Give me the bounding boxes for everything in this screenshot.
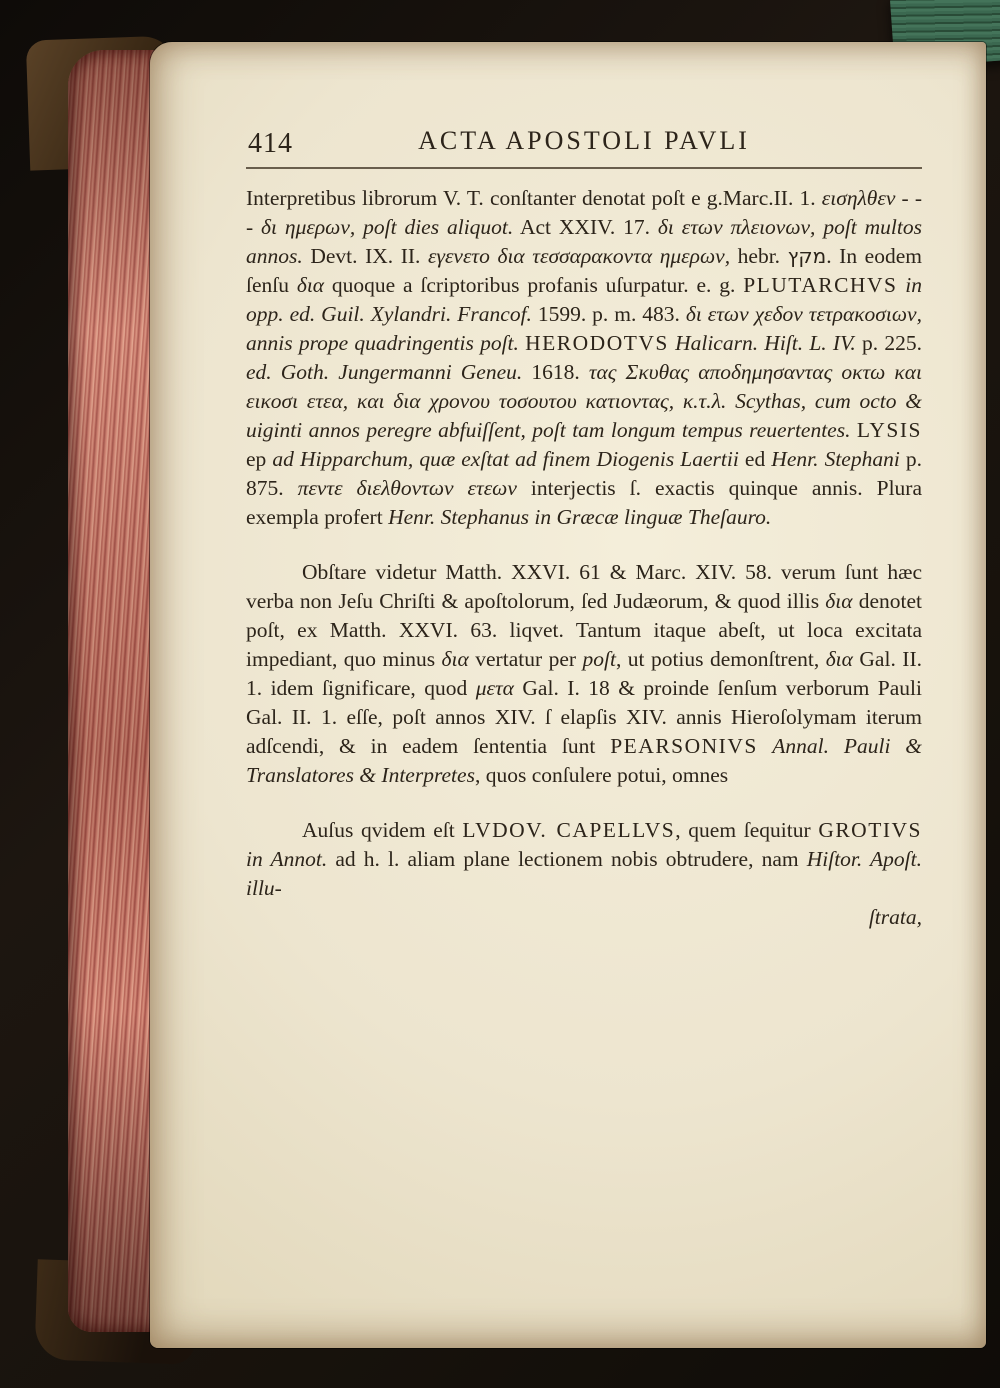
text-segment: δια [825,647,853,672]
text-segment: μετα [475,676,514,701]
text-segment: Obſtare videtur Matth. XXVI. 61 & Marc. XIV. 58. verum ſunt hæc verba non Jeſu Chriſti & apoſtolorum, ſed Judæorum, & quod illis [246,560,922,614]
text-segment: ed [738,447,772,472]
text-segment: . In eodem ſenſu [246,244,922,298]
text-segment: ad h. l. aliam plane lectionem nobis obtrudere, nam [327,847,807,872]
running-title: ACTA APOSTOLI PAVLI [418,126,750,155]
text-segment: 1599. p. m. 483. [531,302,686,327]
text-segment: δι ημερων, [261,215,356,240]
text-segment: p. 225. [855,331,923,356]
text-segment: מקץ [787,244,827,269]
text-segment: Hiſtor. Apoſt. illu- [246,847,922,901]
text-segment: PLUTARCHVS [743,273,898,298]
paragraph [246,184,922,532]
text-segment: , quem ſequitur [675,818,819,843]
text-segment: Henr. Stephani [771,447,900,472]
text-segment: in Annot. [246,847,328,872]
text-segment: τας Σκυθας αποδημησαντας οκτω και εικοσι ετεα, και δια χρονου τοσουτου κατιοντας, κ.τ.λ. [246,360,923,414]
text-segment: Interpretibus librorum V. T. conſtanter denotat poſt e g.Marc.II. 1. [246,186,822,210]
text-segment: Scythas, cum octo & uiginti annos peregre abfuiſſent, poſt tam longum tempus reuertentes. [246,389,922,443]
text-segment: poſt [582,647,616,672]
text-segment: Halicarn. Hiſt. L. IV. [668,331,856,356]
text-segment: Gal. II. 1. idem ſignificare, quod [246,647,922,701]
text-segment: ep [246,447,273,472]
text-segment: Annal. Pauli & Translatores & Interpretes [246,734,922,788]
text-segment: LYSIS [856,418,922,443]
text-segment: GROTIVS [818,818,922,843]
page-text [246,184,922,903]
page-content [246,126,922,932]
text-segment: εισηλθεν [821,186,896,210]
text-segment: δια [825,589,853,614]
page-number: 414 [248,128,293,159]
text-segment: p. 875. [246,447,923,501]
text-segment: interjectis ſ. exactis quinque annis. Plura exempla profert [246,476,922,530]
text-segment: δι ετων χεδον τετρακοσιων, [685,302,922,327]
text-segment: Henr. Stephanus in Græcæ linguæ Theſauro. [388,505,772,530]
text-segment: HERODOTVS [525,331,669,356]
text-segment: δια [441,647,469,672]
page-header [246,126,922,162]
text-segment: δια [296,273,325,298]
book-page [150,42,986,1348]
text-segment: hebr. [730,244,788,269]
text-segment: ed. Goth. Jungermanni Geneu. [246,360,523,385]
text-segment: PEARSONIVS [610,734,758,759]
text-segment: quoque a ſcriptoribus profanis uſurpatur. e. g. [324,273,744,298]
paragraph [246,816,922,903]
text-segment: Gal. I. 18 & proinde ſenſum verborum Pauli Gal. II. 1. eſſe, poſt annos XIV. ſ elapſis XIV. annis Hieroſolymam iterum adſcendi, & in eadem ſententia ſunt [246,676,922,759]
text-segment: poſt dies aliquot. [355,215,514,240]
text-segment: Devt. IX. II. [302,244,428,269]
text-segment: ad Hipparchum, quæ exſtat ad finem Diogenis Laertii [272,447,739,472]
text-segment: annis prope quadringentis poſt. [246,331,519,356]
text-segment: Auſus qvidem eſt [302,818,463,843]
text-segment: in opp. ed. Guil. Xylandri. Francof. [246,273,922,327]
text-segment: poſt multos annos. [246,215,922,269]
text-segment: , ut potius demonſtrent, [615,647,826,672]
text-segment: vertatur per [468,647,583,672]
text-segment: 1618. [522,360,589,385]
text-segment: , quos conſulere potui, omnes [474,763,729,788]
text-segment: εγενετο δια τεσσαρακοντα ημερων, [428,244,731,269]
text-segment: δι ετων πλειονων, [657,215,816,240]
paragraph [246,558,922,790]
header-rule [246,167,922,169]
text-segment: πεντε διελθοντων ετεων [297,476,517,501]
text-segment: denotet poſt, ex Matth. XXVI. 63. liqvet. Tantum itaque abeſt, ut loca excitata impediant, quo minus [246,589,922,672]
text-segment: - - - [246,186,922,240]
text-segment: LVDOV. CAPELLVS [462,818,676,843]
text-segment: Act XXIV. 17. [513,215,658,240]
catchword: ſtrata, [868,905,922,930]
